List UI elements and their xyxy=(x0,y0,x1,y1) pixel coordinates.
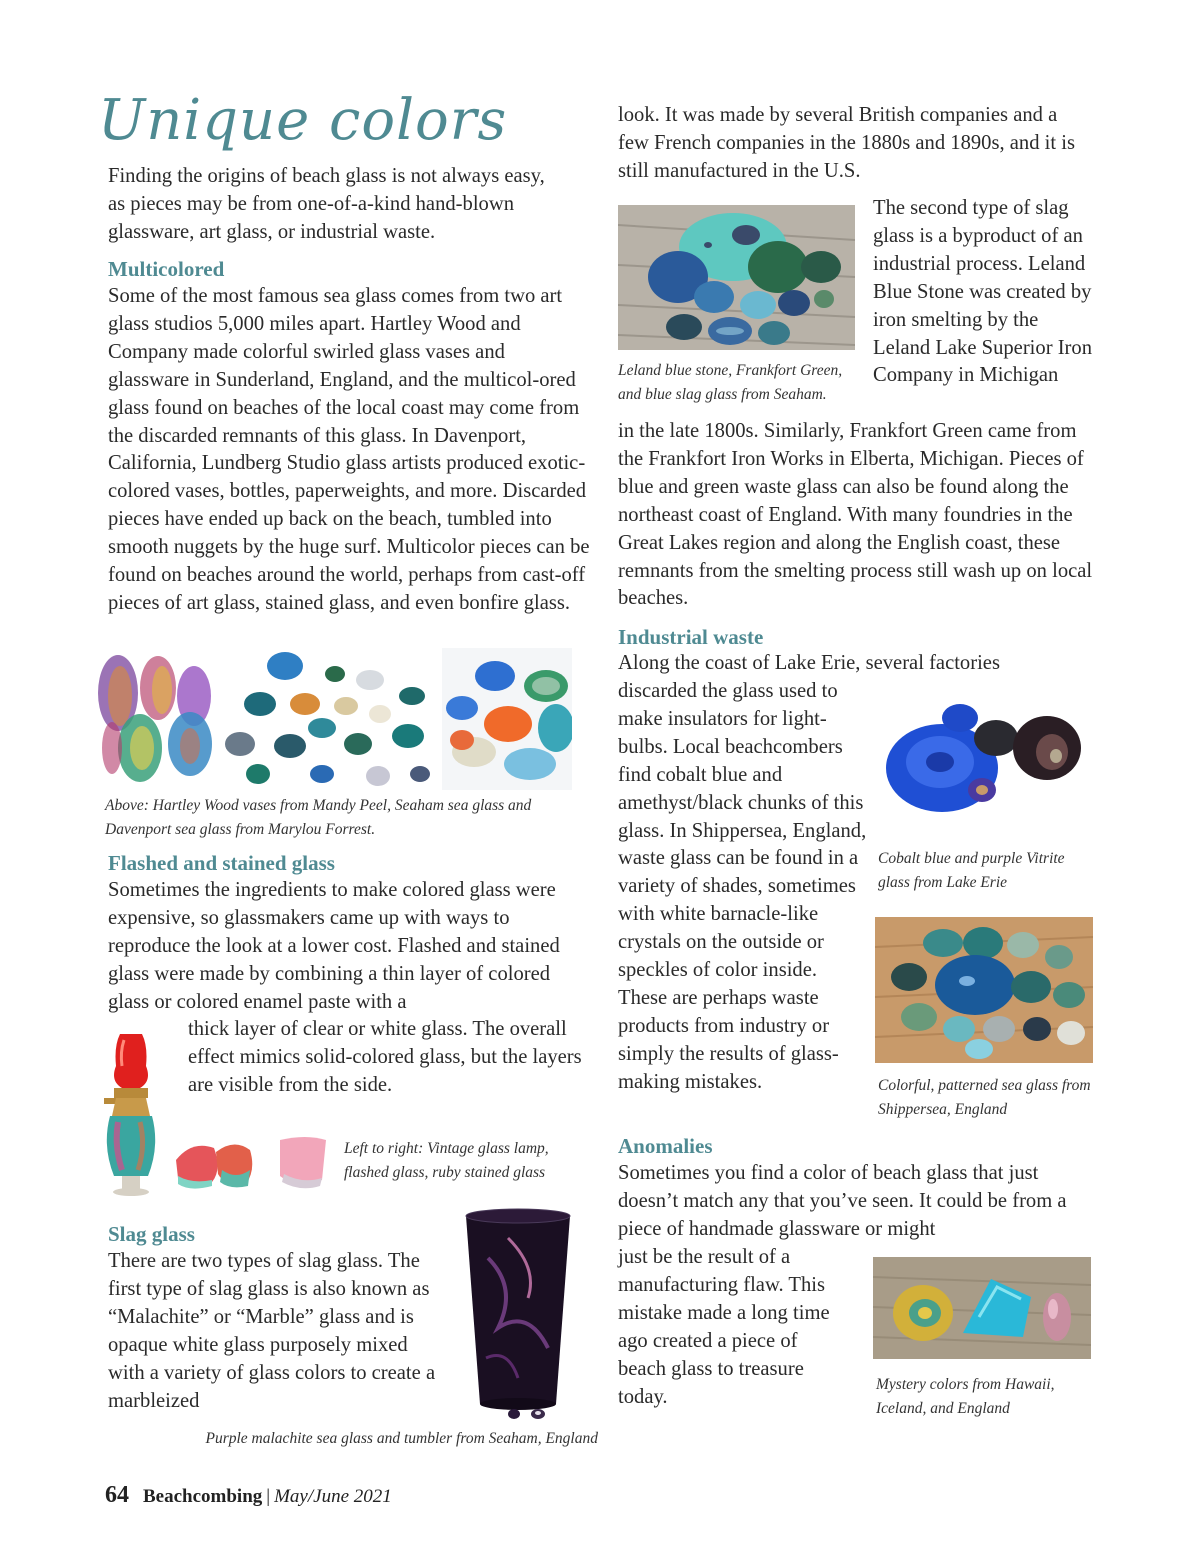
section-heading-slag: Slag glass xyxy=(108,1222,195,1246)
mystery-caption: Mystery colors from Hawaii, Iceland, and England xyxy=(876,1376,1055,1417)
vintage-glass-lamp-photo xyxy=(100,1026,162,1198)
page-footer xyxy=(105,1482,392,1509)
slag-paragraph-part4: in the late 1800s. Similarly, Frankfort Green came from the Frankfort Iron Works in Elberta, Michigan. Pieces of blue and green waste glass can also be found along the northeast coast of England. With many foundries in the Great Lakes region and along the English coast, these remnants from the smelting process still wash up on local beaches. xyxy=(618,420,1093,610)
tumbler-caption: Purple malachite sea glass and tumbler from Seaham, England xyxy=(205,1430,598,1447)
footer-separator: | xyxy=(266,1486,271,1507)
issue-date: May/June 2021 xyxy=(274,1486,392,1507)
flashed-caption: Left to right: Vintage glass lamp, flashed glass, ruby stained glass xyxy=(344,1140,549,1181)
cobalt-caption: Cobalt blue and purple Vitrite glass from Lake Erie xyxy=(878,850,1065,891)
mystery-colors-photo xyxy=(873,1257,1091,1359)
shippersea-sea-glass-photo xyxy=(875,917,1093,1063)
leland-blue-stone-photo xyxy=(618,205,855,350)
page-title: Unique colors xyxy=(98,88,508,153)
industrial-paragraph-first-line: Along the coast of Lake Erie, several factories xyxy=(618,652,1000,674)
seaham-sea-glass-photo xyxy=(225,652,430,786)
cobalt-vitrite-glass-photo xyxy=(882,700,1087,820)
anomalies-paragraph-rest: just be the result of a manufacturing flaw. This mistake made a long time ago created a piece of beach glass to treasure today. xyxy=(618,1246,830,1408)
slag-paragraph-part2: look. It was made by several British companies and a few French companies in the 1880s and 1890s, and it is still manufactured in the U.S. xyxy=(618,104,1075,182)
slag-paragraph-part3: The second type of slag glass is a byproduct of an industrial process. Leland Blue Stone was created by iron smelting by the Leland Lake Superior Iron Company in Michigan xyxy=(873,197,1093,387)
slag-paragraph-part1: There are two types of slag glass. The first type of slag glass is also known as “Malachite” or “Marble” glass and is opaque white glass purposely mixed with a variety of glass colors to create a marbleized xyxy=(108,1250,436,1412)
industrial-paragraph: discarded the glass used to make insulators for light-bulbs. Local beachcombers find cobalt blue and amethyst/black chunks of this glass. In Shippersea, England, waste glass can be found in a variety of shades, sometimes with white barnacle-like crystals on the outside or speckles of color inside. These are perhaps waste products from industry or simply the results of glass-making mistakes. xyxy=(618,680,867,1093)
page-number: 64 xyxy=(105,1482,129,1508)
leland-caption: Leland blue stone, Frankfort Green, and blue slag glass from Seaham. xyxy=(618,362,843,403)
section-heading-industrial: Industrial waste xyxy=(618,625,764,649)
multicolored-photo-strip xyxy=(90,648,572,790)
flashed-paragraph-part1: Sometimes the ingredients to make colored glass were expensive, so glassmakers came up with ways to reproduce the look at a lower cost. Flashed and stained glass were made by combining a thin layer of colored glass or colored enamel paste with a xyxy=(108,879,560,1013)
section-heading-flashed: Flashed and stained glass xyxy=(108,851,335,875)
anomalies-paragraph-first: Sometimes you find a color of beach glass that just doesn’t match any that you’ve seen. It could be from a piece of handmade glassware or might xyxy=(618,1162,1067,1240)
section-heading-multicolored: Multicolored xyxy=(108,257,225,281)
multicolored-paragraph: Some of the most famous sea glass comes from two art glass studios 5,000 miles apart. Hartley Wood and Company made colorful swirled glass vases and glassware in Sunderland, England, and the multicol-ored glass found on beaches of the local coast may come from the discarded remnants of this glass. In Davenport, California, Lundberg Studio glass artists produced exotic-colored vases, bottles, paperweights, and more. Discarded pieces have ended up back on the beach, tumbled into smooth nuggets by the huge surf. Multicolor pieces can be found on beaches around the world, perhaps from cast-off pieces of art glass, stained glass, and even bonfire glass. xyxy=(108,285,590,614)
purple-malachite-tumbler-photo xyxy=(458,1208,578,1422)
davenport-sea-glass-photo xyxy=(442,648,572,790)
multicolored-caption: Above: Hartley Wood vases from Mandy Peel, Seaham sea glass and Davenport sea glass from Marylou Forrest. xyxy=(105,797,532,838)
shippersea-caption: Colorful, patterned sea glass from Shippersea, England xyxy=(878,1077,1091,1118)
intro-paragraph: Finding the origins of beach glass is not always easy, as pieces may be from one-of-a-kind hand-blown glassware, art glass, or industrial waste. xyxy=(108,165,545,243)
hartley-wood-vases-photo xyxy=(98,655,212,782)
magazine-name: Beachcombing xyxy=(143,1486,263,1507)
flashed-glass-photo xyxy=(172,1130,332,1202)
flashed-paragraph-part2: thick layer of clear or white glass. The overall effect mimics solid-colored glass, but the layers are visible from the side. xyxy=(188,1018,582,1096)
section-heading-anomalies: Anomalies xyxy=(618,1134,713,1158)
